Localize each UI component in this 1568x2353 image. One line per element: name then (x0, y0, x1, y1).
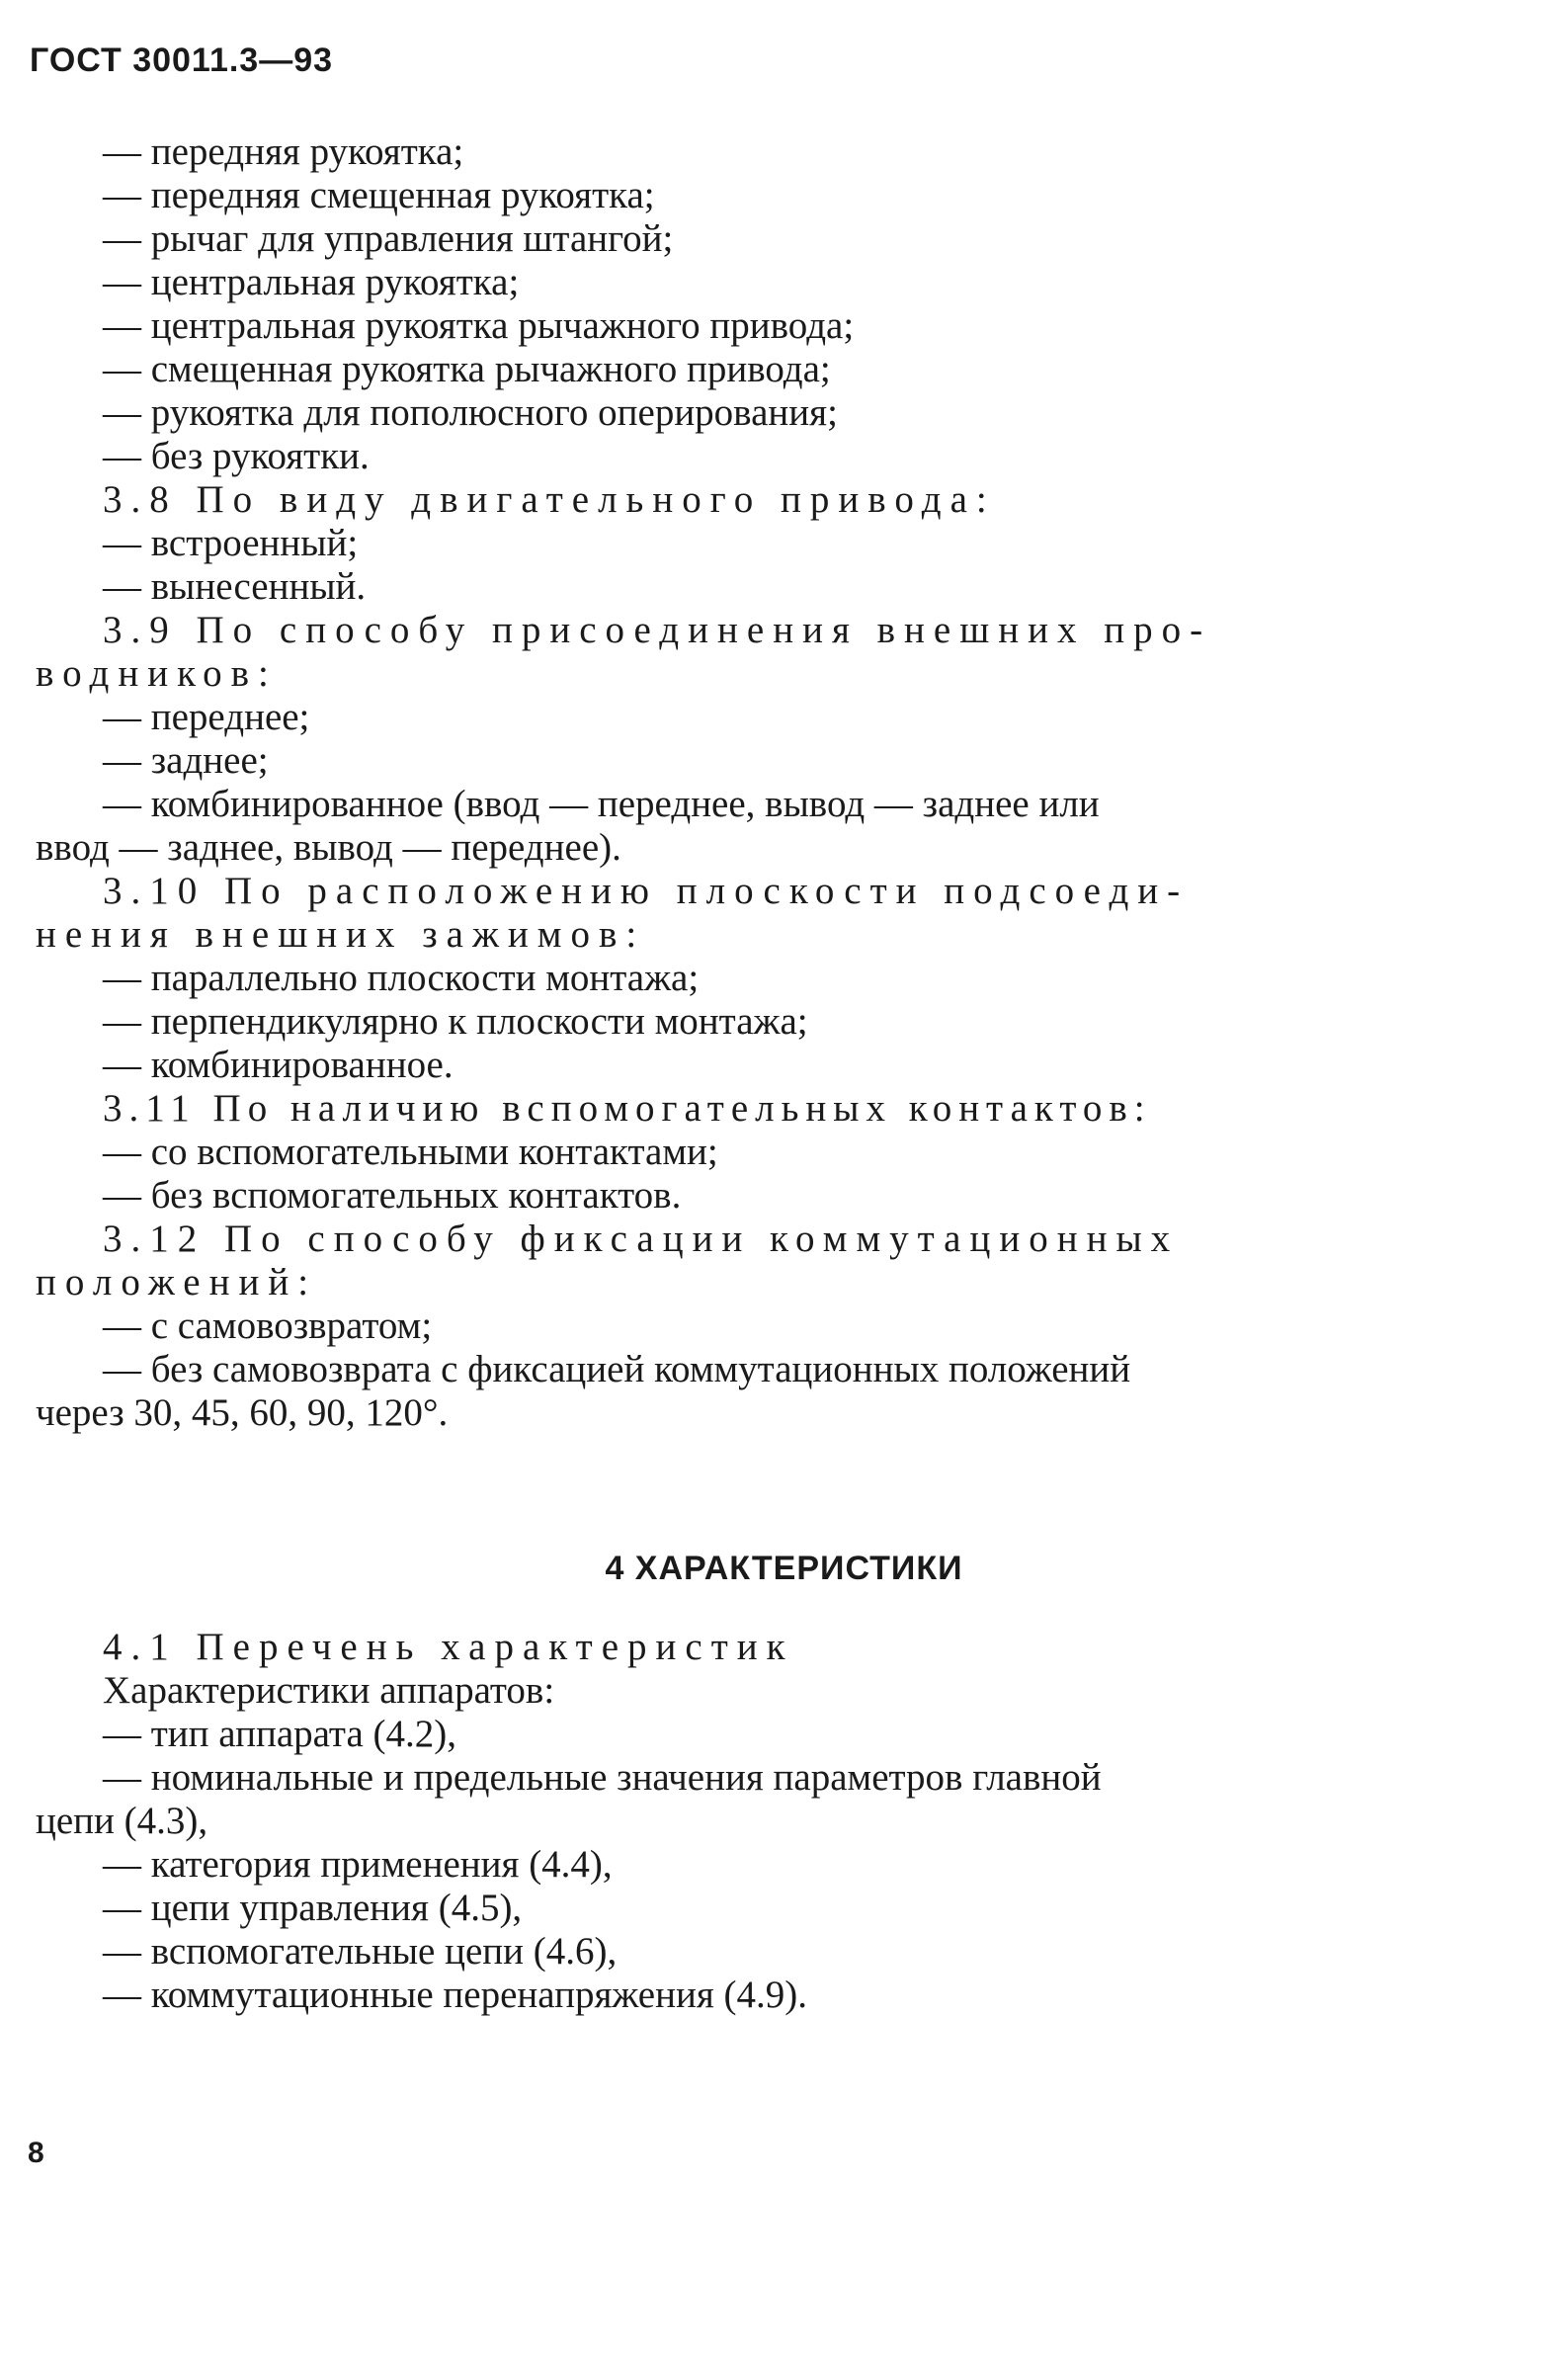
clause-heading-4-1: 4.1 Перечень характеристик (103, 1626, 794, 1668)
list-item: — заднее; (103, 739, 269, 782)
list-item: — перпендикулярно к плоскости монтажа; (103, 1000, 808, 1043)
list-item: — смещенная рукоятка рычажного привода; (103, 348, 831, 390)
list-item-cont: ввод — заднее, вывод — переднее). (36, 826, 621, 869)
list-item-cont: цепи (4.3), (36, 1800, 208, 1842)
clause-heading-3-9-cont: водников: (36, 652, 278, 695)
clause-heading-3-12-cont: положений: (36, 1261, 318, 1303)
list-item: — центральная рукоятка; (103, 261, 520, 303)
clause-heading-3-8: 3.8 По виду двигательного привода: (103, 478, 996, 521)
list-item: — центральная рукоятка рычажного привода; (103, 304, 855, 347)
list-item: — переднее; (103, 696, 310, 738)
list-item: — цепи управления (4.5), (103, 1887, 523, 1929)
list-item: — передняя смещенная рукоятка; (103, 174, 655, 216)
list-item: — без самовозврата с фиксацией коммутационных положений (103, 1348, 1131, 1390)
clause-heading-3-11: 3.11 По наличию вспомогательных контактов: (103, 1087, 1152, 1130)
clause-heading-3-12: 3.12 По способу фиксации коммутационных (103, 1218, 1180, 1260)
list-item: — вынесенный. (103, 565, 367, 608)
classification-list (36, 130, 1399, 1435)
list-item: — комбинированное (ввод — переднее, вывод — заднее или (103, 783, 1100, 825)
list-item: — коммутационные перенапряжения (4.9). (103, 1974, 808, 2016)
document-header: ГОСТ 30011.3—93 (30, 42, 334, 79)
list-item: — со вспомогательными контактами; (103, 1131, 718, 1173)
list-item: — комбинированное. (103, 1044, 454, 1086)
list-item: — с самовозвратом; (103, 1304, 433, 1347)
clause-heading-3-10: 3.10 По расположению плоскости подсоеди- (103, 870, 1190, 912)
list-item: — без рукоятки. (103, 435, 370, 477)
list-item: — категория применения (4.4), (103, 1843, 613, 1886)
list-item: — рычаг для управления штангой; (103, 217, 674, 260)
intro-text: Характеристики аппаратов: (103, 1669, 555, 1712)
clause-heading-3-10-cont: нения внешних зажимов: (36, 913, 646, 956)
list-item: — без вспомогательных контактов. (103, 1174, 682, 1217)
characteristics-list (36, 1626, 1399, 2017)
clause-heading-3-9: 3.9 По способу присоединения внешних про- (103, 609, 1212, 651)
list-item: — передняя рукоятка; (103, 130, 464, 173)
list-item: — вспомогательные цепи (4.6), (103, 1930, 618, 1973)
list-item: — встроенный; (103, 522, 359, 564)
list-item: — рукоятка для пополюсного оперирования; (103, 391, 838, 434)
section-heading: 4 ХАРАКТЕРИСТИКИ (605, 1550, 963, 1587)
list-item: — номинальные и предельные значения параметров главной (103, 1756, 1102, 1799)
list-item: — параллельно плоскости монтажа; (103, 957, 700, 999)
page-number: 8 (28, 2137, 44, 2169)
list-item-cont: через 30, 45, 60, 90, 120°. (36, 1391, 449, 1434)
list-item: — тип аппарата (4.2), (103, 1713, 456, 1755)
